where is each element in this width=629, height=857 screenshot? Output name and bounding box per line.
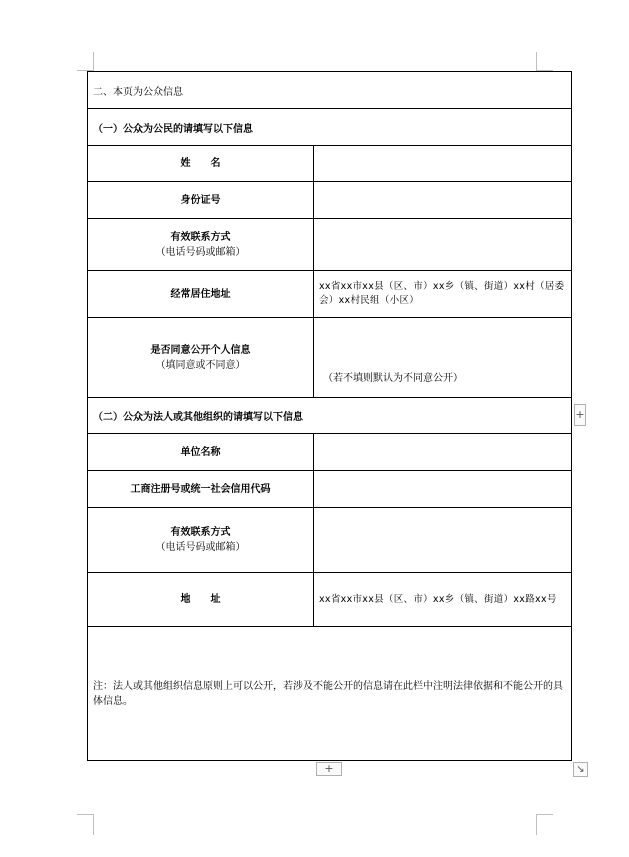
public-info-table <box>87 71 572 761</box>
name-field[interactable] <box>314 146 572 182</box>
unit-name-label: 单位名称 <box>88 434 314 471</box>
consent-label <box>88 318 314 398</box>
add-row-button[interactable]: + <box>316 762 342 776</box>
name-label: 姓 名 <box>88 146 314 182</box>
org-contact-field[interactable] <box>314 508 572 573</box>
citizen-contact-field[interactable] <box>314 219 572 271</box>
crop-mark-bottom-left <box>77 814 94 835</box>
org-contact-subtitle: （电话号码或邮箱） <box>155 542 246 553</box>
org-contact-title: 有效联系方式 <box>170 527 231 538</box>
add-column-button[interactable]: + <box>574 404 586 426</box>
residence-address-field[interactable]: xx省xx市xx县（区、市）xx乡（镇、街道）xx村（居委会）xx村民组（小区） <box>314 271 572 318</box>
residence-address-label: 经常居住地址 <box>88 271 314 318</box>
citizen-contact-label <box>88 219 314 271</box>
consent-field[interactable]: （若不填则默认为不同意公开） <box>314 318 572 398</box>
citizen-contact-title: 有效联系方式 <box>170 231 231 243</box>
id-number-field[interactable] <box>314 182 572 219</box>
org-contact-label <box>88 508 314 573</box>
registration-code-label: 工商注册号或统一社会信用代码 <box>88 471 314 508</box>
section-title: 二、本页为公众信息 <box>88 72 572 109</box>
org-address-field[interactable]: xx省xx市xx县（区、市）xx乡（镇、街道）xx路xx号 <box>314 573 572 627</box>
citizen-contact-subtitle: （电话号码或邮箱） <box>155 246 246 258</box>
unit-name-field[interactable] <box>314 434 572 471</box>
table-resize-icon[interactable]: ↘ <box>573 762 588 777</box>
consent-title: 是否同意公开个人信息 <box>150 344 251 356</box>
registration-code-field[interactable] <box>314 471 572 508</box>
consent-subtitle: （填同意或不同意） <box>155 359 246 371</box>
crop-mark-bottom-right <box>536 814 553 835</box>
org-section-header: （二）公众为法人或其他组织的请填写以下信息 <box>88 398 572 434</box>
crop-mark-top-right <box>536 52 553 71</box>
citizen-section-header: （一）公众为公民的请填写以下信息 <box>88 109 572 146</box>
crop-mark-top-left <box>77 52 94 71</box>
note-cell[interactable]: 注：法人或其他组织信息原则上可以公开，若涉及不能公开的信息请在此栏中注明法律依据和不能公开的具体信息。 <box>88 627 572 761</box>
org-address-label: 地 址 <box>88 573 314 627</box>
id-number-label: 身份证号 <box>88 182 314 219</box>
